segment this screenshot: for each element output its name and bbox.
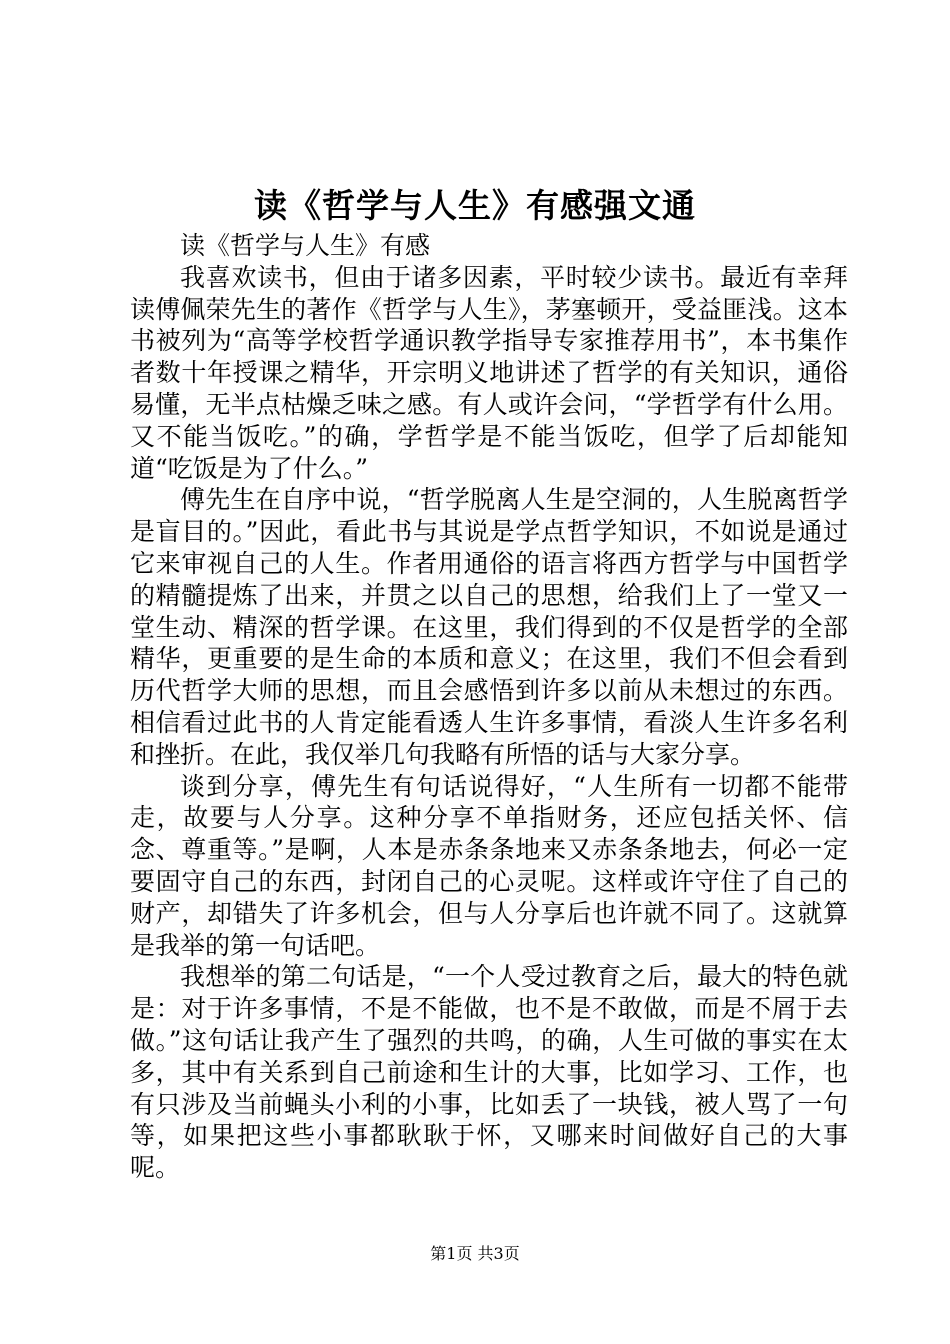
document-title: 读《哲学与人生》有感强文通 [254,186,696,225]
paragraph: 傅先生在自序中说，“哲学脱离人生是空洞的，人生脱离哲学是盲目的。”因此，看此书与其说是学点哲学知识，不如说是通过它来审视自己的人生。作者用通俗的语言将西方哲学与中国哲学的精髓提炼了出来，并贯之以自己的思想，给我们上了一堂又一堂生动、精深的哲学课。在这里，我们得到的不仅是哲学的全部精华，更重要的是生命的本质和意义；在这里，我们不但会看到历代哲学大师的思想，而且会感悟到许多以前从未想过的东西。相信看过此书的人肯定能看透人生许多事情，看淡人生许多名利和挫折。在此，我仅举几句我略有所悟的话与大家分享。 [130,485,848,769]
paragraph: 我喜欢读书，但由于诸多因素，平时较少读书。最近有幸拜读傅佩荣先生的著作《哲学与人生》，茅塞顿开，受益匪浅。这本书被列为“高等学校哲学通识教学指导专家推荐用书”，本书集作者数十年授课之精华，开宗明义地讲述了哲学的有关知识，通俗易懂，无半点枯燥乏味之感。有人或许会问，“学哲学有什么用。又不能当饭吃。”的确，学哲学是不能当饭吃，但学了后却能知道“吃饭是为了什么。” [130,262,848,483]
paragraph: 我想举的第二句话是，“一个人受过教育之后，最大的特色就是：对于许多事情，不是不能做，也不是不敢做，而是不屑于去做。”这句话让我产生了强烈的共鸣，的确，人生可做的事实在太多，其中有关系到自己前途和生计的大事，比如学习、工作，也有只涉及当前蝇头小利的小事，比如丢了一块钱，被人骂了一句等，如果把这些小事都耿耿于怀，又哪来时间做好自己的大事呢。 [130,962,848,1183]
paragraph-subtitle: 读《哲学与人生》有感 [180,231,431,260]
document-body [130,230,848,1184]
paragraph: 谈到分享，傅先生有句话说得好，“人生所有一切都不能带走，故要与人分享。这种分享不单指财务，还应包括关怀、信念、尊重等。”是啊，人本是赤条条地来又赤条条地去，何必一定要固守自己的东西，封闭自己的心灵呢。这样或许守住了自己的财产，却错失了许多机会，但与人分享后也许就不同了。这就算是我举的第一句话吧。 [130,771,848,960]
page-footer: 第1页 共3页 [430,1244,520,1263]
